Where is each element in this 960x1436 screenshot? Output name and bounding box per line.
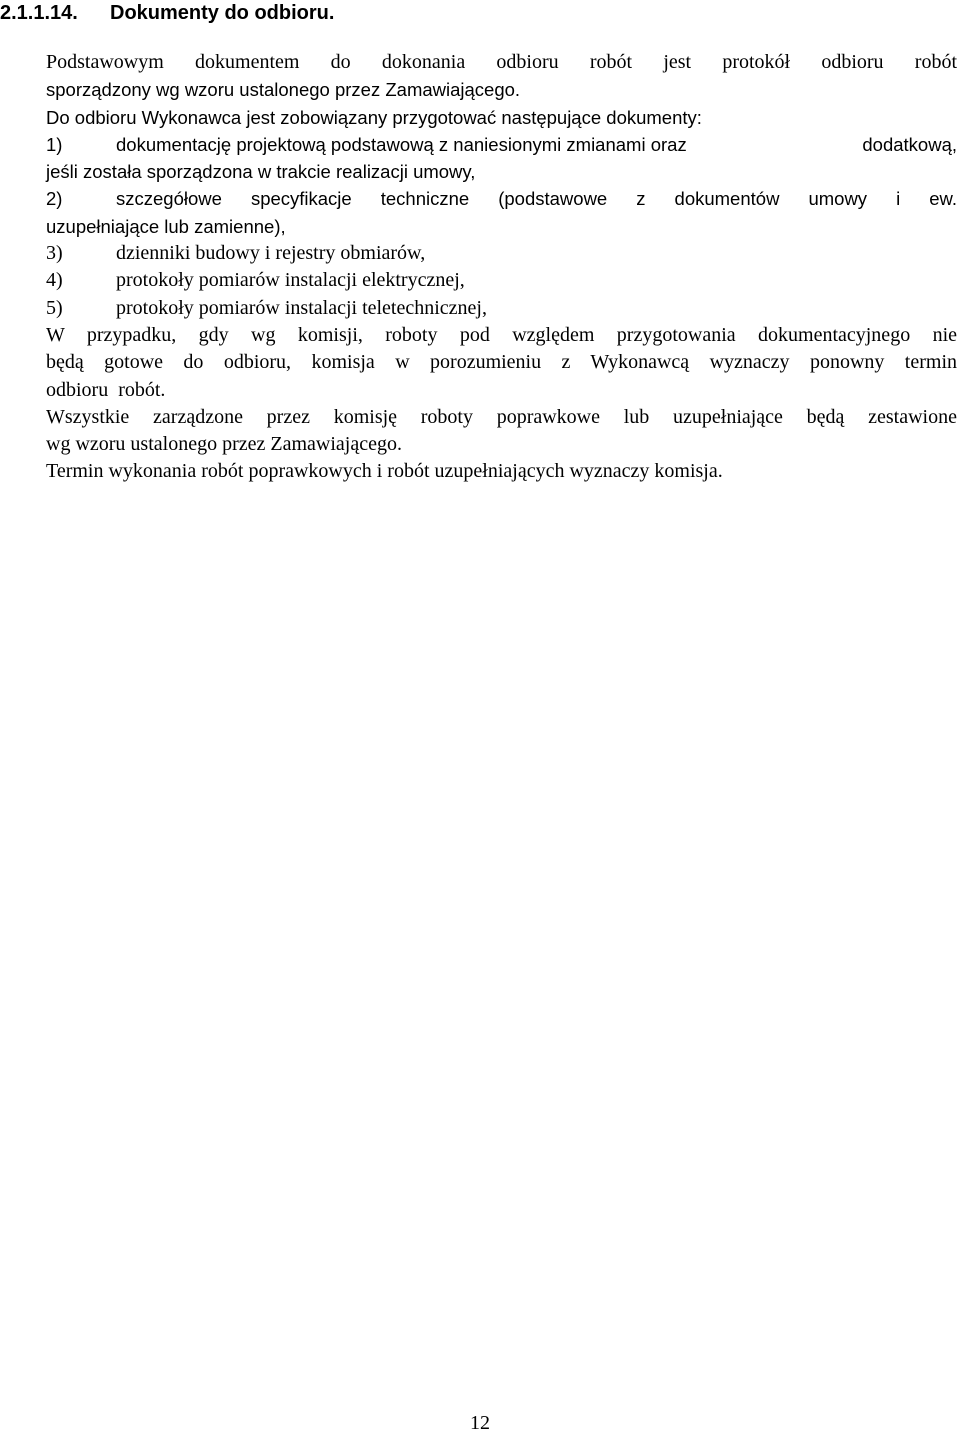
list-item-number: 3) [46, 242, 63, 265]
list-item-1-continuation: jeśli została sporządzona w trakcie realizacji umowy, [46, 161, 476, 183]
closing-paragraph-line: wg wzoru ustalonego przez Zamawiającego. [46, 433, 402, 456]
intro-paragraph-line: sporządzony wg wzoru ustalonego przez Zamawiającego. [46, 79, 521, 101]
list-item-1 [46, 131, 957, 158]
section-title: Dokumenty do odbioru. [110, 2, 335, 24]
list-item-text: protokoły pomiarów instalacji elektrycznej, [116, 269, 465, 292]
list-item-2 [46, 185, 957, 212]
closing-paragraph-line: Termin wykonania robót poprawkowych i robót uzupełniających wyznaczy komisja. [46, 460, 723, 483]
section-number: 2.1.1.14. [0, 2, 78, 24]
list-item-text: dokumentację projektową podstawową z naniesionymi zmianami oraz [116, 133, 687, 155]
list-item-text: dodatkową, [862, 133, 957, 155]
list-item-number: 1) [46, 133, 63, 155]
list-item-4 [46, 267, 957, 294]
closing-paragraph-line: odbioru robót. [46, 378, 166, 401]
documents-intro: Do odbioru Wykonawca jest zobowiązany przygotować następujące dokumenty: [46, 106, 702, 128]
closing-paragraph-line: W przypadku, gdy wg komisji, roboty pod względem przygotowania dokumentacyjnego nie [46, 323, 957, 346]
closing-paragraph-line: będą gotowe do odbioru, komisja w porozumieniu z Wykonawcą wyznaczy ponowny termin [46, 351, 957, 374]
list-item-2-continuation: uzupełniające lub zamienne), [46, 215, 286, 237]
intro-paragraph-line: Podstawowym dokumentem do dokonania odbioru robót jest protokół odbioru robót [46, 51, 957, 73]
document-body [46, 49, 957, 486]
closing-paragraph-line: Wszystkie zarządzone przez komisję roboty poprawkowe lub uzupełniające będą zestawione [46, 405, 957, 428]
list-item-number: 4) [46, 269, 63, 292]
section-heading [0, 0, 334, 26]
list-item-5 [46, 295, 957, 322]
list-item-text: protokoły pomiarów instalacji teletechnicznej, [116, 296, 487, 319]
list-item-number: 2) [46, 188, 63, 210]
list-item-number: 5) [46, 296, 63, 319]
page-number: 12 [470, 1412, 490, 1434]
list-item-3 [46, 240, 957, 267]
list-item-text: szczegółowe specyfikacje techniczne (podstawowe z dokumentów umowy i ew. [116, 188, 957, 210]
list-item-text: dzienniki budowy i rejestry obmiarów, [116, 242, 426, 265]
